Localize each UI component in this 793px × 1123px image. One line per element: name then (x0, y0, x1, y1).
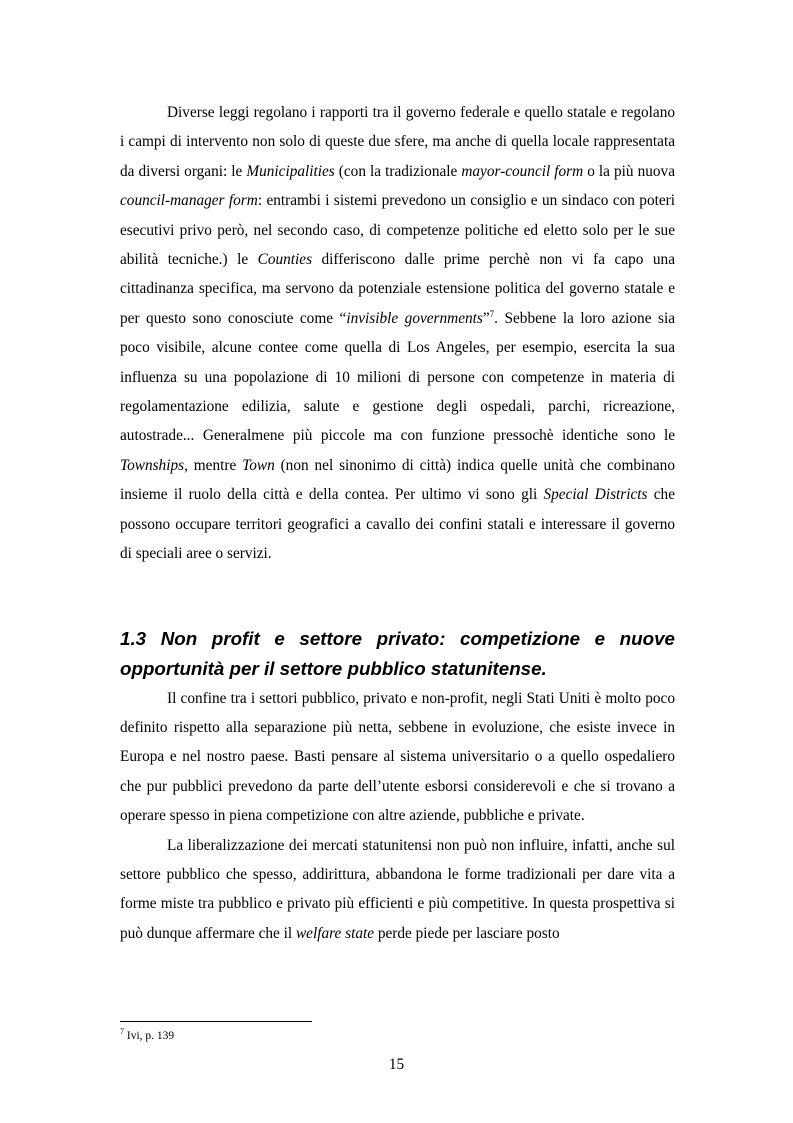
italic-term: Town (242, 456, 275, 474)
body-paragraph-2: Il confine tra i settori pubblico, privato e non-profit, negli Stati Uniti è molto poco definito rispetto alla separazione più netta, sebbene in evoluzione, che esiste invece in Europa e nel nostro paese. Basti pensare al sistema universitario o a quello ospedaliero che pur pubblici prevedono da parte dell’utente esborsi considerevoli e che si trovano a operare spesso in piena competizione con altre aziende, pubbliche e private. (120, 689, 675, 825)
italic-term: Counties (257, 251, 313, 269)
text-run: perde piede per lasciare posto (374, 924, 560, 942)
italic-term: Municipalities (246, 162, 335, 180)
text-run: , mentre (184, 456, 243, 474)
text-run: differiscono dalle prime perchè non vi fa capo una cittadinanza specifica, ma servono da potenziale estensione politica del governo statale e per questo sono conosciute come “ (120, 251, 675, 327)
text-run: o la più nuova (583, 162, 675, 180)
text-run: . Sebbene la loro azione sia poco visibile, alcune contee come quella di Los Angeles, per esempio, esercita la sua influenza su una popolazione di 10 milioni di persone con competenze in materia di regolamentazione edilizia, salute e gestione degli ospedali, parchi, ricreazione, autostrade... Generalmene più piccole ma con funzione pressochè identiche sono le (120, 309, 676, 445)
text-run: che possono occupare territori geografici a cavallo dei confini statali e interessare il governo di speciali aree o servizi. (120, 486, 675, 563)
italic-term: mayor-council form (461, 162, 584, 180)
page-body (120, 98, 675, 948)
text-run: La liberalizzazione dei mercati statunitensi non può non influire, infatti, anche sul settore pubblico che spesso, addirittura, abbandona le forme tradizionali per dare vita a forme miste tra pubblico e privato più efficienti e più competitive. In questa prospettiva si può dunque affermare che il (120, 836, 675, 942)
text-run: ” (482, 309, 490, 327)
footnote-number: 7 (120, 1027, 124, 1037)
text-run: Diverse leggi regolano i rapporti tra il governo federale e quello statale e regolano i campi di intervento non solo di queste due sfere, ma anche di quella locale rappresentata da diversi organi: le (120, 104, 675, 180)
italic-term: Special Districts (543, 486, 648, 504)
footnote (120, 1029, 174, 1043)
text-run: (con la tradizionale (334, 162, 462, 180)
text-run: (non nel sinonimo di città) indica quelle unità che combinano insieme il ruolo della città e della contea. Per ultimo vi sono gli (120, 456, 675, 504)
italic-term: welfare state (295, 924, 375, 942)
body-paragraph-3 (120, 831, 675, 949)
text-run: : entrambi i sistemi prevedono un consiglio e un sindaco con poteri esecutivi privo però, nel secondo caso, di competenze politiche ed eletto solo per le sue abilità tecniche.) le (120, 192, 675, 269)
italic-term: Townships (120, 456, 185, 474)
footnote-separator (120, 1021, 312, 1022)
footnote-reference[interactable]: 7 (489, 308, 495, 319)
section-heading: 1.3 Non profit e settore privato: competizione e nuove opportunità per il settore pubblico statunitense. (120, 627, 675, 679)
body-paragraph-1 (120, 98, 675, 569)
page-number: 15 (388, 1056, 405, 1073)
italic-term: invisible governments (346, 309, 483, 327)
italic-term: council-manager form (120, 192, 258, 210)
footnote-text: Ivi, p. 139 (124, 1030, 175, 1042)
